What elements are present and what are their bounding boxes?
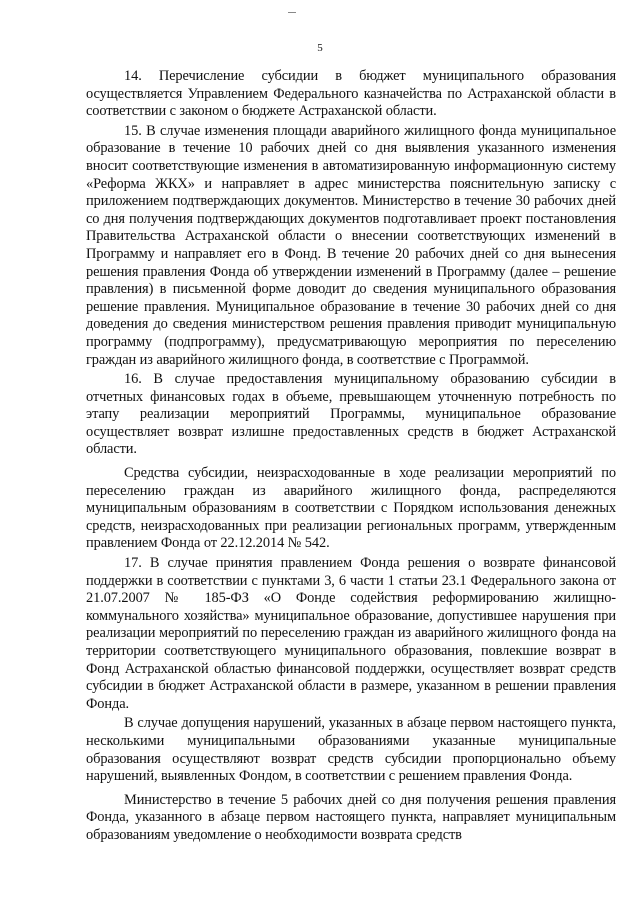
paragraph-14: 14. Перечисление субсидии в бюджет муниципального образования осуществляется Управлением Федерального казначейства по Астраханской области в соответствии с законом о бюджете Астраханской области. — [86, 68, 616, 120]
paragraph-16-subsidy-funds: Средства субсидии, неизрасходованные в ходе реализации мероприятий по переселению граждан из аварийного жилищного фонда, распределяются муниципальным образованиям в соответствии с Порядком использования денежных средств, неизрасходованных при реализации региональных программ, утвержденным правлением Фонда от 22.12.2014 № 542. — [86, 465, 616, 552]
page-number: 5 — [317, 42, 323, 54]
body-text — [86, 68, 616, 847]
paragraph-17-ministry-notice: Министерство в течение 5 рабочих дней со дня получения решения правления Фонда, указанного в абзаце первом настоящего пункта, направляет муниципальным образованиям уведомление о необходимости возврата средств — [86, 791, 616, 843]
paragraph-16: 16. В случае предоставления муниципальному образованию субсидии в отчетных финансовых годах в объеме, превышающем уточненную потребность по этапу реализации мероприятий Программы, муниципальное образование осуществляет возврат излишне предоставленных средств в бюджет Астраханской области. — [86, 371, 616, 458]
paragraph-17: 17. В случае принятия правлением Фонда решения о возврате финансовой поддержки в соответствии с пунктами 3, 6 части 1 статьи 23.1 Федерального закона от 21.07.2007 № 185-ФЗ «О Фонде содействия реформированию жилищно-коммунального хозяйства» муниципальное образование, допустившее нарушения при реализации мероприятий по переселению граждан из аварийного жилищного фонда на территории соответствующего муниципального образования, повлекшие возврат в Фонд Астраханской областью финансовой поддержки, осуществляет возврат средств субсидии в бюджет Астраханской области в размере, указанном в решении правления Фонда. — [86, 555, 616, 712]
paragraph-15: 15. В случае изменения площади аварийного жилищного фонда муниципальное образование в течение 10 рабочих дней со дня выявления указанного изменения вносит соответствующие изменения в автоматизированную информационную систему «Реформа ЖКХ» и направляет в адрес министерства пояснительную записку с приложением подтверждающих документов. Министерство в течение 30 рабочих дней со дня получения подтверждающих документов подготавливает проект постановления Правительства Астраханской области о внесении соответствующих изменений в Программу и направляет его в Фонд. В течение 20 рабочих дней со дня вынесения решения правления Фонда об утверждении изменений в Программу (далее – решение правления) в письменной форме доводит до сведения муниципального образования решение правления. Муниципальное образование в течение 30 рабочих дней со дня доведения до сведения министерством решения правления приводит муниципальную программу (подпрограмму), предусматривающую мероприятия по переселению граждан из аварийного жилищного фонда, в соответствие с Программой. — [86, 122, 616, 368]
scan-mark — [288, 12, 296, 13]
paragraph-17-violations: В случае допущения нарушений, указанных в абзаце первом настоящего пункта, несколькими муниципальными образованиями указанные муниципальные образования осуществляют возврат средств субсидии пропорционально объему нарушений, выявленных Фондом, в соответствии с решением правления Фонда. — [86, 715, 616, 785]
